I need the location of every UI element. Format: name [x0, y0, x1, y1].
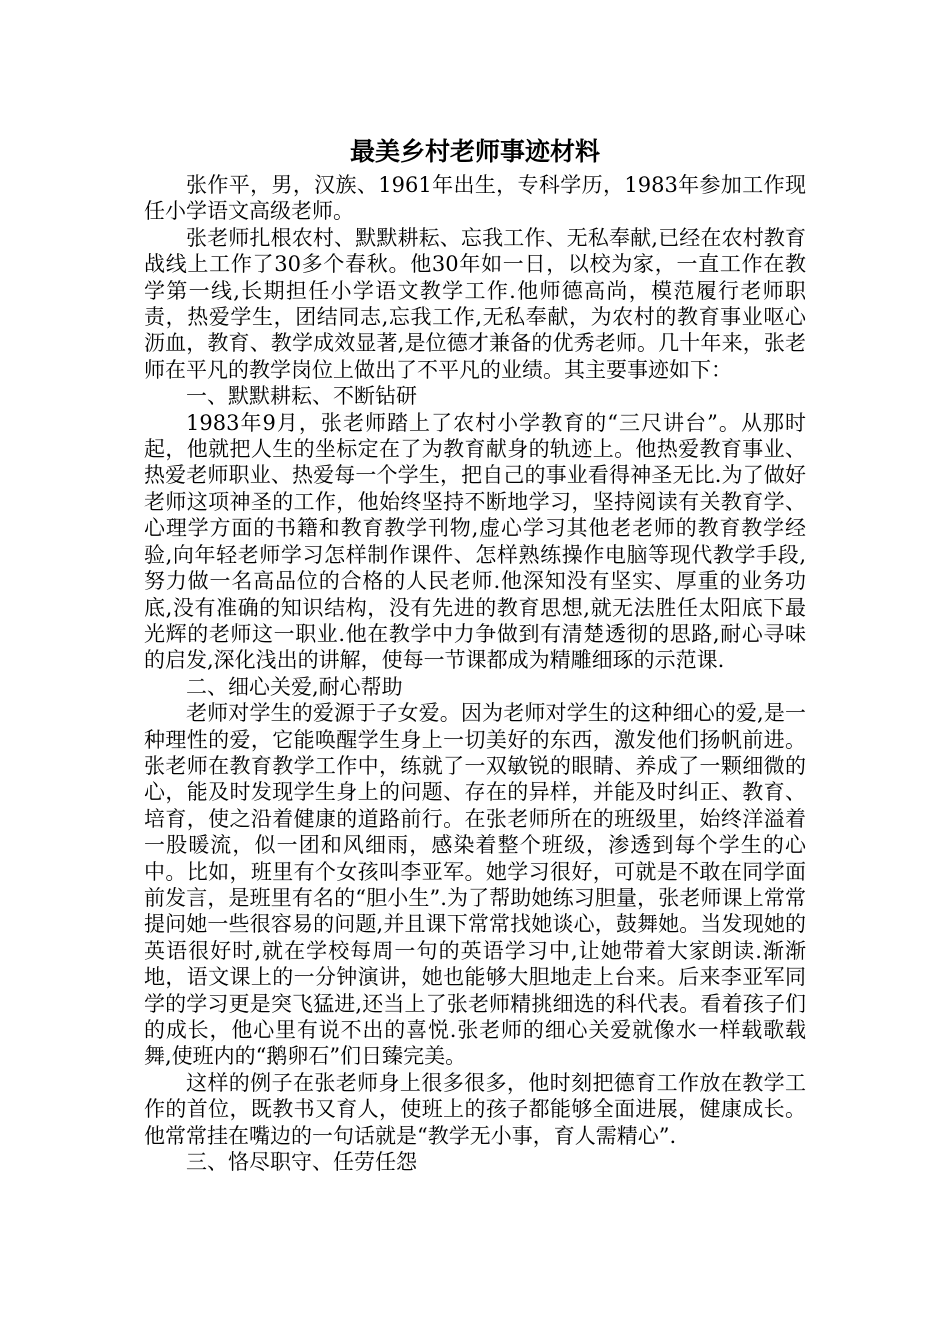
paragraph-section-2: 老师对学生的爱源于子女爱。因为老师对学生的这种细心的爱,是一种理性的爱，它能唤醒学生身上一切美好的东西，激发他们扬帆前进。张老师在教育教学工作中，练就了一双敏锐的眼睛、养成了一颗细微的心，能及时发现学生身上的问题、存在的异样，并能及时纠正、教育、培育，使之沿着健康的道路前行。在张老师所在的班级里，始终洋溢着一股暖流，似一团和风细雨，感染着整个班级，渗透到每个学生的心中。比如，班里有个女孩叫李亚军。她学习很好，可就是不敢在同学面前发言，是班里有名的“胆小生”.为了帮助她练习胆量，张老师课上常常提问她一些很容易的问题,并且课下常常找她谈心，鼓舞她。当发现她的英语很好时,就在学校每周一句的英语学习中,让她带着大家朗读.渐渐地，语文课上的一分钟演讲，她也能够大胆地走上台来。后来李亚军同学的学习更是突飞猛进,还当上了张老师精挑细选的科代表。看着孩子们的成长，他心里有说不出的喜悦.张老师的细心关爱就像水一样载歌载舞,使班内的“鹅卵石”们日臻完美。 [144, 701, 806, 1069]
document-title: 最美乡村老师事迹材料 [349, 137, 600, 166]
section-heading-3: 三、恪尽职守、任劳任怨 [186, 1150, 417, 1175]
paragraph-section-1: 1983年9月，张老师踏上了农村小学教育的“三尺讲台”。从那时起，他就把人生的坐标定在了为教育献身的轨迹上。他热爱教育事业、热爱老师职业、热爱每一个学生，把自己的事业看得神圣无比.为了做好老师这项神圣的工作，他始终坚持不断地学习，坚持阅读有关教育学、心理学方面的书籍和教育教学刊物,虚心学习其他老老师的教育教学经验,向年轻老师学习怎样制作课件、怎样熟练操作电脑等现代教学手段,努力做一名高品位的合格的人民老师.他深知没有坚实、厚重的业务功底,没有准确的知识结构，没有先进的教育思想,就无法胜任太阳底下最光辉的老师这一职业.他在教学中力争做到有清楚透彻的思路,耐心寻味的启发,深化浅出的讲解，使每一节课都成为精雕细琢的示范课. [144, 410, 806, 673]
document-page [144, 132, 806, 1175]
paragraph-section-2-cont: 这样的例子在张老师身上很多很多，他时刻把德育工作放在教学工作的首位，既教书又育人，使班上的孩子都能够全面进展，健康成长。他常常挂在嘴边的一句话就是“教学无小事，育人需精心”. [144, 1070, 806, 1148]
section-heading-1: 一、默默耕耘、不断钻研 [186, 384, 417, 409]
section-heading-2: 二、细心关爱,耐心帮助 [186, 674, 403, 699]
paragraph-summary: 张老师扎根农村、默默耕耘、忘我工作、无私奉献,已经在农村教育战线上工作了30多个春秋。他30年如一日，以校为家，一直工作在教学第一线,长期担任小学语文教学工作.他师德高尚，模范履行老师职责，热爱学生，团结同志,忘我工作,无私奉献，为农村的教育事业呕心沥血，教育、教学成效显著,是位德才兼备的优秀老师。几十年来，张老师在平凡的教学岗位上做出了不平凡的业绩。其主要事迹如下： [144, 225, 806, 382]
paragraph-intro: 张作平，男，汉族、1961年出生，专科学历，1983年参加工作现任小学语文高级老师。 [144, 173, 806, 224]
